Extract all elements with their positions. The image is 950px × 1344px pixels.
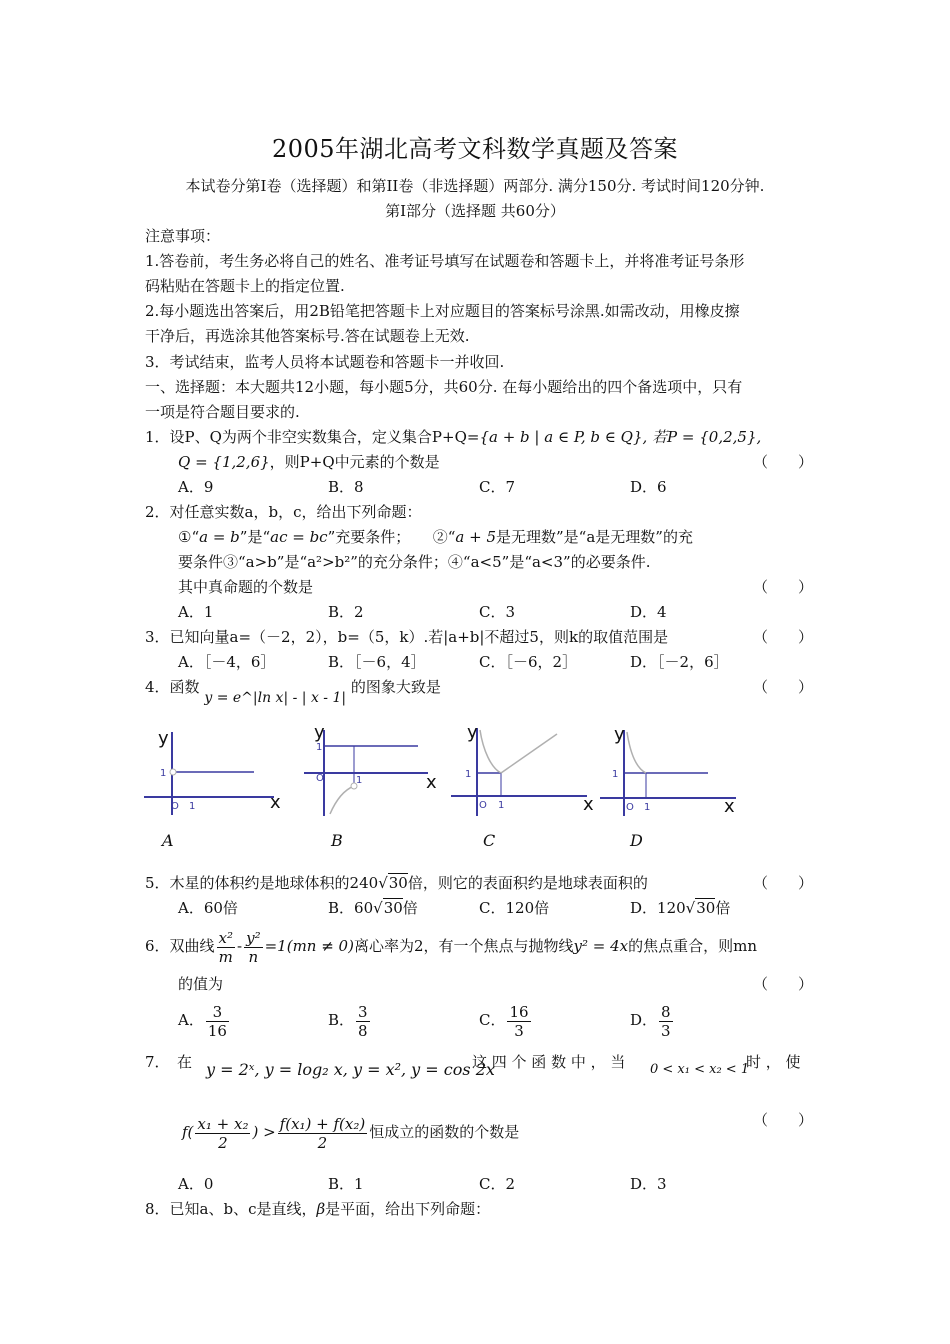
graph-b (300, 718, 445, 818)
q2-option-a: A．1 (178, 603, 214, 621)
q6-fraction-y-num: y² (246, 928, 261, 947)
q4-text-pre: 4．函数 (145, 678, 200, 696)
q6-fraction-x-num: x² (218, 928, 234, 947)
graph-a-y-tick: 1 (160, 768, 167, 779)
q5-answer-paren: （ ） (753, 874, 814, 892)
question-2-line-3: 要条件③“a>b”是“a²>b²”的充分条件；④“a<5”是“a<3”的必要条件. (178, 553, 651, 571)
q2-text-d: 是无理数”是“a是无理数”的充 (496, 528, 693, 546)
q6-parabola: y² = 4x (573, 937, 629, 955)
graph-a-x-tick: 1 (189, 801, 196, 812)
q7-text-mid: 这 四 个 函 数 中 ， 当 (472, 1053, 626, 1071)
graph-c-x-label: x (583, 794, 594, 815)
graph-d-origin: O (626, 802, 634, 813)
q1-option-c: C．7 (479, 478, 516, 496)
q3-answer-paren: （ ） (753, 628, 814, 646)
q6-option-c-label: C． (479, 1011, 506, 1029)
q6-option-b (328, 1000, 372, 1040)
graph-c-y-label: y (467, 722, 478, 743)
question-1-line-2 (178, 452, 440, 472)
q6-fraction-x (217, 929, 235, 966)
question-6-line-1 (145, 926, 757, 966)
q8-text-post: 是平面，给出下列命题： (325, 1200, 491, 1218)
q6-option-c-num: 16 (509, 1002, 529, 1021)
graph-c-y-tick: 1 (465, 769, 472, 780)
q5-option-d-radicand: 30 (696, 899, 716, 917)
q7-lhs-fraction (195, 1115, 250, 1152)
q6-option-a-den: 16 (207, 1021, 227, 1040)
q7-rhs-fraction (278, 1115, 368, 1152)
q4-answer-paren: （ ） (753, 678, 814, 696)
q7-functions: y = 2ˣ, y = log₂ x, y = x², y = cos 2x (206, 1060, 495, 1079)
q1-text-2: ，则P+Q中元素的个数是 (269, 453, 440, 471)
notice-1b: 码粘贴在答题卡上的指定位置. (145, 277, 345, 295)
q7-text-post: 时 ， 使 (746, 1053, 801, 1071)
q5-option-c: C．120倍 (479, 899, 550, 917)
q6-option-b-den: 8 (358, 1021, 368, 1040)
notice-2a: 2.每小题选出答案后，用2B铅笔把答题卡上对应题目的答案标号涂黑.如需改动，用橡皮擦 (145, 302, 740, 320)
graph-a (140, 722, 290, 817)
q7-rhs-num: f(x₁) + f(x₂) (279, 1114, 366, 1133)
q7-lhs-den: 2 (218, 1133, 228, 1152)
q6-option-c (479, 1000, 533, 1040)
notice-1a: 1.答卷前，考生务必将自己的姓名、准考证号填写在试题卷和答题卡上，并将准考证号条形 (145, 252, 745, 270)
q2-option-c: C．3 (479, 603, 516, 621)
q1-option-d: D．6 (630, 478, 667, 496)
question-6-line-2: 的值为 (178, 975, 224, 993)
q7-option-a: A．0 (178, 1175, 214, 1193)
graph-c-caption: C (483, 831, 496, 850)
q5-text-post: 倍，则它的表面积约是地球表面积的 (407, 874, 648, 892)
q5-option-d-coef: D．120 (630, 899, 686, 917)
q2-option-d: D．4 (630, 603, 667, 621)
q7-tail-text: 恒成立的函数的个数是 (369, 1123, 520, 1141)
q5-option-d: D．120√30倍 (630, 899, 731, 917)
q6-option-a (178, 1000, 231, 1040)
q1-answer-paren: （ ） (753, 453, 814, 471)
q5-option-b-radicand: 30 (383, 899, 403, 917)
question-4-line-1 (145, 677, 441, 706)
q3-option-b: B．［－6，4］ (328, 653, 426, 671)
question-5-line-1: 5．木星的体积约是地球体积的240√30倍，则它的表面积约是地球表面积的 (145, 874, 648, 892)
question-7-pre: 7． 在 (145, 1053, 193, 1071)
question-2-line-2 (178, 527, 693, 547)
graph-d (596, 722, 746, 818)
q3-option-c: C．［－6，2］ (479, 653, 578, 671)
graph-d-x-label: x (724, 796, 735, 817)
notice-2b: 干净后，再选涂其他答案标号.答在试题卷上无效. (145, 327, 470, 345)
q6-option-a-fraction (206, 1003, 229, 1040)
q5-option-b-unit: 倍 (402, 899, 418, 917)
graph-b-x-tick: 1 (356, 775, 363, 786)
q1-option-b: B．8 (328, 478, 364, 496)
graph-c (447, 720, 597, 818)
q2-text-b: ”是“ (239, 528, 271, 546)
section-heading-b: 一项是符合题目要求的. (145, 403, 300, 421)
q2-math-3: a + 5 (455, 528, 497, 546)
q6-option-d-den: 3 (661, 1021, 671, 1040)
q6-equation-rhs: =1(mn ≠ 0) (264, 937, 354, 955)
q6-option-b-fraction (356, 1003, 370, 1040)
graph-c-x-tick: 1 (498, 800, 505, 811)
graph-b-caption: B (331, 831, 343, 850)
question-8-line-1 (145, 1199, 490, 1219)
q6-option-a-num: 3 (206, 1003, 229, 1022)
q2-text-c: ”充要条件； ②“ (327, 528, 456, 546)
question-3-line-1: 3．已知向量a=（－2，2），b=（5，k）.若|a+b|不超过5，则k的取值范围是 (145, 628, 669, 646)
q6-option-c-den: 3 (514, 1021, 524, 1040)
q6-text-pre: 6．双曲线 (145, 937, 215, 955)
graph-a-origin: O (171, 801, 179, 812)
q7-rhs-den: 2 (317, 1133, 328, 1152)
q5-radicand: 30 (388, 874, 408, 892)
q2-text-a: ①“ (178, 528, 200, 546)
graph-b-y-label: y (314, 722, 325, 743)
q5-option-b-coef: B．60 (328, 899, 374, 917)
question-7-inequality (182, 1110, 519, 1154)
graph-d-x-tick: 1 (644, 802, 651, 813)
q1-q-set: Q = {1,2,6} (178, 453, 270, 471)
q7-option-d: D．3 (630, 1175, 667, 1193)
q6-option-b-num: 3 (358, 1002, 368, 1021)
q1-option-a: A．9 (178, 478, 214, 496)
part-heading: 第Ⅰ部分（选择题 共60分） (385, 202, 565, 220)
q6-option-d-num: 8 (661, 1002, 671, 1021)
graph-c-origin: O (479, 800, 487, 811)
q6-text-post: 的焦点重合，则mn (628, 937, 758, 955)
q6-option-b-label: B． (328, 1011, 355, 1029)
q5-option-b: B．60√30倍 (328, 899, 418, 917)
q2-math-1: a = b (199, 528, 240, 546)
q1-text: 1．设P、Q为两个非空实数集合，定义集合P+Q= (145, 428, 480, 446)
q5-text-pre: 5．木星的体积约是地球体积的 (145, 874, 350, 892)
graph-d-y-label: y (614, 724, 625, 745)
question-1-line-1 (145, 427, 761, 447)
graph-a-x-label: x (270, 792, 281, 813)
notice-heading: 注意事项： (145, 227, 221, 245)
q7-option-c: C．2 (479, 1175, 516, 1193)
q7-greater-than: ) > (252, 1123, 276, 1141)
q6-fraction-x-den: m (218, 947, 233, 966)
q6-option-d-label: D． (630, 1011, 658, 1029)
q8-text-pre: 8．已知a、b、c是直线， (145, 1200, 317, 1218)
q7-answer-paren: （ ） (753, 1111, 814, 1129)
section-heading-a: 一、选择题：本大题共12小题，每小题5分，共60分. 在每小题给出的四个备选项中，只有 (145, 378, 743, 396)
graph-a-caption: A (162, 831, 174, 850)
q3-option-d: D．［－2，6］ (630, 653, 729, 671)
q2-math-2: ac = bc (270, 528, 328, 546)
q6-option-a-label: A． (178, 1011, 204, 1029)
q2-answer-paren: （ ） (753, 578, 814, 596)
q7-lhs-prefix: f( (182, 1123, 194, 1141)
q6-text-mid: 离心率为2，有一个焦点与抛物线 (353, 937, 574, 955)
q1-set-expression: {a + b | a ∈ P, b ∈ Q}, 若P = {0,2,5}, (479, 428, 762, 446)
q6-answer-paren: （ ） (753, 975, 814, 993)
q6-option-d (630, 1000, 675, 1040)
q7-option-b: B．1 (328, 1175, 364, 1193)
q6-fraction-y (244, 929, 263, 966)
notice-3: 3．考试结束，监考人员将本试题卷和答题卡一并收回. (145, 353, 505, 371)
q6-fraction-y-den: n (248, 947, 259, 966)
q6-option-c-fraction (507, 1003, 530, 1040)
page-title: 2005年湖北高考文科数学真题及答案 (271, 135, 679, 163)
q4-function-expression: y = e^|ln x| - | x - 1| (204, 690, 347, 706)
q5-option-d-unit: 倍 (715, 899, 731, 917)
q3-option-a: A．［－4，6］ (178, 653, 276, 671)
graph-a-y-label: y (158, 728, 169, 749)
graph-b-y-tick: 1 (316, 742, 323, 753)
q7-lhs-num: x₁ + x₂ (197, 1114, 249, 1133)
q4-text-post: 的图象大致是 (350, 678, 441, 696)
q6-option-d-fraction (659, 1003, 673, 1040)
q5-coef: 240 (349, 874, 379, 892)
question-2-line-4: 其中真命题的个数是 (178, 578, 314, 596)
question-2-line-1: 2．对任意实数a，b，c，给出下列命题： (145, 503, 422, 521)
graph-b-origin: O (316, 773, 324, 784)
q8-beta: β (316, 1200, 326, 1218)
intro-text: 本试卷分第Ⅰ卷（选择题）和第II卷（非选择题）两部分. 满分150分. 考试时间120分钟. (185, 177, 765, 195)
q2-option-b: B．2 (328, 603, 364, 621)
graph-d-caption: D (630, 831, 643, 850)
graph-b-x-label: x (426, 772, 437, 793)
q6-minus: - (237, 937, 243, 955)
q5-option-a: A．60倍 (178, 899, 238, 917)
q7-condition: 0 < x₁ < x₂ < 1 (650, 1062, 750, 1077)
graph-d-y-tick: 1 (612, 769, 619, 780)
